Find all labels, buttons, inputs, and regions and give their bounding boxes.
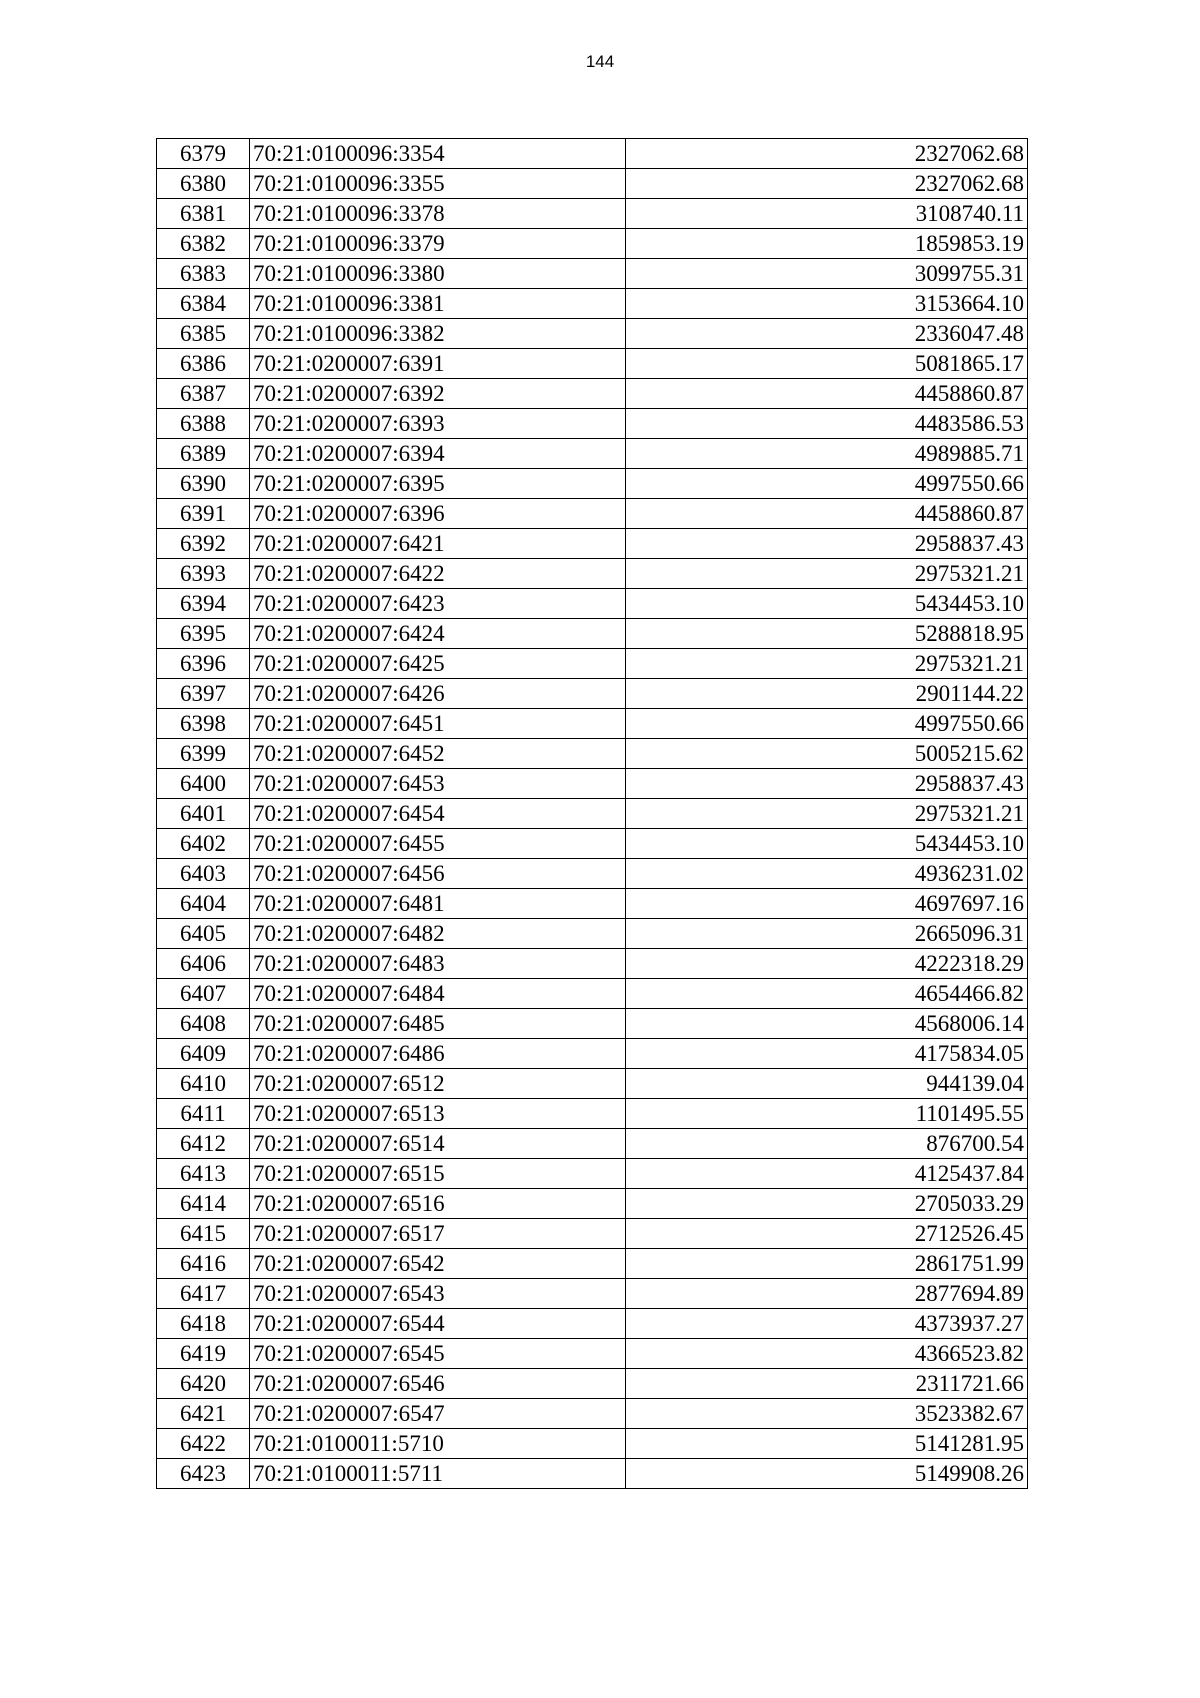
cadastral-value-cell: 3099755.31 [626, 259, 1028, 289]
row-number-cell: 6388 [157, 409, 250, 439]
cadastral-number-cell: 70:21:0200007:6513 [250, 1099, 626, 1129]
row-number-cell: 6403 [157, 859, 250, 889]
table-row [157, 1249, 1028, 1279]
cadastral-value-cell: 4458860.87 [626, 499, 1028, 529]
cadastral-value-cell: 2665096.31 [626, 919, 1028, 949]
cadastral-number-cell: 70:21:0100096:3379 [250, 229, 626, 259]
cadastral-number-cell: 70:21:0200007:6393 [250, 409, 626, 439]
cadastral-number-cell: 70:21:0200007:6421 [250, 529, 626, 559]
cadastral-number-cell: 70:21:0200007:6456 [250, 859, 626, 889]
table-row [157, 739, 1028, 769]
cadastral-value-cell: 3153664.10 [626, 289, 1028, 319]
cadastral-number-cell: 70:21:0200007:6516 [250, 1189, 626, 1219]
cadastral-value-cell: 4483586.53 [626, 409, 1028, 439]
table-row [157, 1459, 1028, 1489]
table-row [157, 829, 1028, 859]
cadastral-number-cell: 70:21:0200007:6543 [250, 1279, 626, 1309]
cadastral-number-cell: 70:21:0200007:6395 [250, 469, 626, 499]
row-number-cell: 6382 [157, 229, 250, 259]
table-row [157, 1099, 1028, 1129]
cadastral-number-cell: 70:21:0200007:6424 [250, 619, 626, 649]
table-row [157, 1129, 1028, 1159]
table-row [157, 319, 1028, 349]
cadastral-value-cell: 1101495.55 [626, 1099, 1028, 1129]
cadastral-value-cell: 5149908.26 [626, 1459, 1028, 1489]
table-row [157, 1159, 1028, 1189]
row-number-cell: 6380 [157, 169, 250, 199]
table-body [157, 139, 1028, 1489]
table-row [157, 289, 1028, 319]
row-number-cell: 6417 [157, 1279, 250, 1309]
cadastral-number-cell: 70:21:0200007:6486 [250, 1039, 626, 1069]
cadastral-number-cell: 70:21:0200007:6392 [250, 379, 626, 409]
cadastral-value-cell: 2975321.21 [626, 649, 1028, 679]
table-row [157, 589, 1028, 619]
table-row [157, 1009, 1028, 1039]
cadastral-number-cell: 70:21:0200007:6512 [250, 1069, 626, 1099]
cadastral-value-cell: 4936231.02 [626, 859, 1028, 889]
table-row [157, 1339, 1028, 1369]
cadastral-value-cell: 2327062.68 [626, 169, 1028, 199]
row-number-cell: 6389 [157, 439, 250, 469]
row-number-cell: 6412 [157, 1129, 250, 1159]
cadastral-number-cell: 70:21:0200007:6394 [250, 439, 626, 469]
cadastral-number-cell: 70:21:0100011:5710 [250, 1429, 626, 1459]
cadastral-number-cell: 70:21:0200007:6542 [250, 1249, 626, 1279]
row-number-cell: 6379 [157, 139, 250, 169]
table-row [157, 1399, 1028, 1429]
cadastral-number-cell: 70:21:0100096:3355 [250, 169, 626, 199]
table-row [157, 1279, 1028, 1309]
table-row [157, 469, 1028, 499]
row-number-cell: 6395 [157, 619, 250, 649]
cadastral-number-cell: 70:21:0200007:6391 [250, 349, 626, 379]
row-number-cell: 6409 [157, 1039, 250, 1069]
cadastral-number-cell: 70:21:0200007:6544 [250, 1309, 626, 1339]
row-number-cell: 6406 [157, 949, 250, 979]
table-row [157, 1039, 1028, 1069]
table-row [157, 1189, 1028, 1219]
table-row [157, 1369, 1028, 1399]
row-number-cell: 6393 [157, 559, 250, 589]
table-row [157, 199, 1028, 229]
cadastral-number-cell: 70:21:0200007:6422 [250, 559, 626, 589]
cadastral-value-cell: 3523382.67 [626, 1399, 1028, 1429]
cadastral-value-cell: 4997550.66 [626, 469, 1028, 499]
cadastral-value-table [156, 138, 1028, 1489]
table-row [157, 529, 1028, 559]
row-number-cell: 6392 [157, 529, 250, 559]
table-row [157, 799, 1028, 829]
table-row [157, 1309, 1028, 1339]
cadastral-value-cell: 2861751.99 [626, 1249, 1028, 1279]
cadastral-number-cell: 70:21:0200007:6514 [250, 1129, 626, 1159]
table-row [157, 649, 1028, 679]
cadastral-number-cell: 70:21:0200007:6484 [250, 979, 626, 1009]
table-row [157, 679, 1028, 709]
table-row [157, 229, 1028, 259]
table-row [157, 709, 1028, 739]
cadastral-number-cell: 70:21:0200007:6483 [250, 949, 626, 979]
row-number-cell: 6419 [157, 1339, 250, 1369]
row-number-cell: 6385 [157, 319, 250, 349]
table-row [157, 979, 1028, 1009]
table-row [157, 769, 1028, 799]
cadastral-value-cell: 5141281.95 [626, 1429, 1028, 1459]
table-row [157, 409, 1028, 439]
cadastral-value-cell: 4697697.16 [626, 889, 1028, 919]
cadastral-value-cell: 4373937.27 [626, 1309, 1028, 1339]
row-number-cell: 6415 [157, 1219, 250, 1249]
row-number-cell: 6420 [157, 1369, 250, 1399]
table-row [157, 889, 1028, 919]
table-row [157, 259, 1028, 289]
cadastral-number-cell: 70:21:0100096:3381 [250, 289, 626, 319]
row-number-cell: 6401 [157, 799, 250, 829]
row-number-cell: 6411 [157, 1099, 250, 1129]
row-number-cell: 6387 [157, 379, 250, 409]
row-number-cell: 6399 [157, 739, 250, 769]
cadastral-value-cell: 4568006.14 [626, 1009, 1028, 1039]
cadastral-value-cell: 3108740.11 [626, 199, 1028, 229]
cadastral-number-cell: 70:21:0200007:6482 [250, 919, 626, 949]
row-number-cell: 6421 [157, 1399, 250, 1429]
table-row [157, 379, 1028, 409]
cadastral-value-cell: 5005215.62 [626, 739, 1028, 769]
cadastral-number-cell: 70:21:0100011:5711 [250, 1459, 626, 1489]
table-row [157, 1219, 1028, 1249]
table-row [157, 139, 1028, 169]
cadastral-number-cell: 70:21:0200007:6423 [250, 589, 626, 619]
table-row [157, 919, 1028, 949]
cadastral-number-cell: 70:21:0100096:3378 [250, 199, 626, 229]
row-number-cell: 6383 [157, 259, 250, 289]
cadastral-number-cell: 70:21:0200007:6485 [250, 1009, 626, 1039]
cadastral-number-cell: 70:21:0200007:6426 [250, 679, 626, 709]
cadastral-value-cell: 2901144.22 [626, 679, 1028, 709]
cadastral-number-cell: 70:21:0100096:3354 [250, 139, 626, 169]
row-number-cell: 6414 [157, 1189, 250, 1219]
cadastral-value-cell: 5081865.17 [626, 349, 1028, 379]
cadastral-value-cell: 2958837.43 [626, 769, 1028, 799]
cadastral-value-cell: 4366523.82 [626, 1339, 1028, 1369]
row-number-cell: 6418 [157, 1309, 250, 1339]
row-number-cell: 6402 [157, 829, 250, 859]
cadastral-value-cell: 2311721.66 [626, 1369, 1028, 1399]
row-number-cell: 6416 [157, 1249, 250, 1279]
cadastral-value-cell: 4125437.84 [626, 1159, 1028, 1189]
cadastral-number-cell: 70:21:0200007:6517 [250, 1219, 626, 1249]
table-row [157, 949, 1028, 979]
cadastral-number-cell: 70:21:0200007:6451 [250, 709, 626, 739]
cadastral-number-cell: 70:21:0200007:6547 [250, 1399, 626, 1429]
row-number-cell: 6400 [157, 769, 250, 799]
cadastral-value-cell: 2975321.21 [626, 799, 1028, 829]
cadastral-number-cell: 70:21:0200007:6546 [250, 1369, 626, 1399]
row-number-cell: 6398 [157, 709, 250, 739]
cadastral-value-cell: 4989885.71 [626, 439, 1028, 469]
cadastral-value-cell: 2336047.48 [626, 319, 1028, 349]
row-number-cell: 6404 [157, 889, 250, 919]
cadastral-value-cell: 2958837.43 [626, 529, 1028, 559]
cadastral-number-cell: 70:21:0200007:6454 [250, 799, 626, 829]
row-number-cell: 6408 [157, 1009, 250, 1039]
cadastral-number-cell: 70:21:0200007:6455 [250, 829, 626, 859]
cadastral-value-cell: 4654466.82 [626, 979, 1028, 1009]
cadastral-number-cell: 70:21:0200007:6481 [250, 889, 626, 919]
cadastral-number-cell: 70:21:0100096:3382 [250, 319, 626, 349]
page-number: 144 [585, 52, 615, 71]
cadastral-value-cell: 1859853.19 [626, 229, 1028, 259]
table-row [157, 859, 1028, 889]
row-number-cell: 6384 [157, 289, 250, 319]
cadastral-number-cell: 70:21:0200007:6452 [250, 739, 626, 769]
cadastral-number-cell: 70:21:0200007:6425 [250, 649, 626, 679]
cadastral-value-cell: 5434453.10 [626, 589, 1028, 619]
table-row [157, 619, 1028, 649]
cadastral-value-cell: 5288818.95 [626, 619, 1028, 649]
row-number-cell: 6396 [157, 649, 250, 679]
cadastral-number-cell: 70:21:0200007:6545 [250, 1339, 626, 1369]
cadastral-value-cell: 944139.04 [626, 1069, 1028, 1099]
cadastral-value-cell: 2327062.68 [626, 139, 1028, 169]
cadastral-value-cell: 4222318.29 [626, 949, 1028, 979]
table-row [157, 1429, 1028, 1459]
row-number-cell: 6423 [157, 1459, 250, 1489]
table-row [157, 1069, 1028, 1099]
cadastral-value-cell: 2975321.21 [626, 559, 1028, 589]
cadastral-value-cell: 4175834.05 [626, 1039, 1028, 1069]
cadastral-number-cell: 70:21:0200007:6453 [250, 769, 626, 799]
row-number-cell: 6422 [157, 1429, 250, 1459]
row-number-cell: 6413 [157, 1159, 250, 1189]
cadastral-number-cell: 70:21:0200007:6396 [250, 499, 626, 529]
cadastral-value-cell: 2712526.45 [626, 1219, 1028, 1249]
row-number-cell: 6394 [157, 589, 250, 619]
row-number-cell: 6381 [157, 199, 250, 229]
table-row [157, 439, 1028, 469]
table-row [157, 349, 1028, 379]
cadastral-value-cell: 5434453.10 [626, 829, 1028, 859]
cadastral-value-cell: 4997550.66 [626, 709, 1028, 739]
cadastral-value-cell: 4458860.87 [626, 379, 1028, 409]
cadastral-value-cell: 2705033.29 [626, 1189, 1028, 1219]
cadastral-value-cell: 876700.54 [626, 1129, 1028, 1159]
cadastral-number-cell: 70:21:0100096:3380 [250, 259, 626, 289]
row-number-cell: 6386 [157, 349, 250, 379]
row-number-cell: 6390 [157, 469, 250, 499]
row-number-cell: 6405 [157, 919, 250, 949]
cadastral-value-cell: 2877694.89 [626, 1279, 1028, 1309]
row-number-cell: 6397 [157, 679, 250, 709]
row-number-cell: 6407 [157, 979, 250, 1009]
row-number-cell: 6410 [157, 1069, 250, 1099]
table-row [157, 169, 1028, 199]
table-row [157, 559, 1028, 589]
row-number-cell: 6391 [157, 499, 250, 529]
cadastral-number-cell: 70:21:0200007:6515 [250, 1159, 626, 1189]
table-row [157, 499, 1028, 529]
